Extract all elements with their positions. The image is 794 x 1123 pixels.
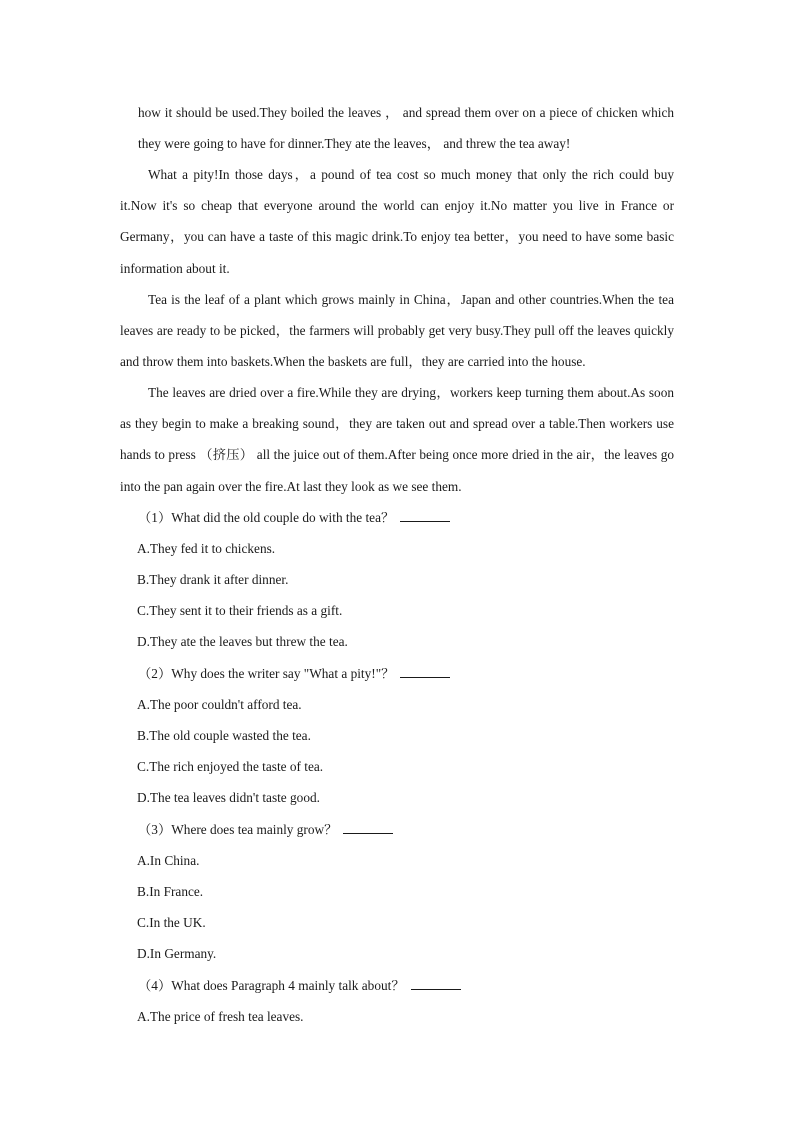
question-2-option-a[interactable]: A.The poor couldn't afford tea. <box>137 697 302 712</box>
question-3-option-c[interactable]: C.In the UK. <box>137 915 206 930</box>
question-4 <box>138 976 461 996</box>
question-1 <box>138 508 450 528</box>
question-1-option-a[interactable]: A.They fed it to chickens. <box>137 541 276 556</box>
question-2-option-c[interactable]: C.The rich enjoyed the taste of tea. <box>137 759 324 774</box>
passage-paragraph-2: What a pity!In those days，a pound of tea cost so much money that only the rich could buy it.Now it's so cheap that everyone around the world can enjoy it.No matter you live in France or Germany，you can have a taste of this magic drink.To enjoy tea better，you need to have some basic information about it. <box>120 167 674 276</box>
passage-paragraph-3: Tea is the leaf of a plant which grows mainly in China，Japan and other countries.When the tea leaves are ready to be picked，the farmers will probably get very busy.They pull off the leaves quickly and throw them into baskets.When the baskets are full，they are carried into the house. <box>120 292 674 370</box>
question-1-option-d[interactable]: D.They ate the leaves but threw the tea. <box>137 634 348 649</box>
question-4-option-a[interactable]: A.The price of fresh tea leaves. <box>137 1009 304 1024</box>
question-2-option-b[interactable]: B.The old couple wasted the tea. <box>137 728 311 743</box>
question-4-stem: （4）What does Paragraph 4 mainly talk about？ <box>138 978 405 993</box>
question-1-option-b[interactable]: B.They drank it after dinner. <box>137 572 289 587</box>
answer-blank-1[interactable] <box>400 510 450 522</box>
question-2-option-d[interactable]: D.The tea leaves didn't taste good. <box>137 790 320 805</box>
question-3-stem: （3）Where does tea mainly grow？ <box>138 822 338 837</box>
question-1-stem: （1）What did the old couple do with the tea？ <box>138 510 395 525</box>
question-2-stem: （2）Why does the writer say "What a pity!"？ <box>138 666 395 681</box>
question-3-option-d[interactable]: D.In Germany. <box>137 946 217 961</box>
question-1-option-c[interactable]: C.They sent it to their friends as a gift. <box>137 603 343 618</box>
question-3-option-a[interactable]: A.In China. <box>137 853 200 868</box>
answer-blank-2[interactable] <box>400 666 450 678</box>
question-3 <box>138 820 393 840</box>
answer-blank-4[interactable] <box>411 978 461 990</box>
passage-paragraph-4: The leaves are dried over a fire.While they are drying，workers keep turning them about.As soon as they begin to make a breaking sound，they are taken out and spread over a table.Then workers use hands to press （挤压） all the juice out of them.After being once more dried in the air，the leaves go into the pan again over the fire.At last they look as we see them. <box>120 385 674 494</box>
question-2 <box>138 664 450 684</box>
question-3-option-b[interactable]: B.In France. <box>137 884 204 899</box>
passage-paragraph-1: how it should be used.They boiled the leaves ， and spread them over on a piece of chicken which they were going to have for dinner.They ate the leaves， and threw the tea away! <box>138 105 674 152</box>
answer-blank-3[interactable] <box>343 822 393 834</box>
